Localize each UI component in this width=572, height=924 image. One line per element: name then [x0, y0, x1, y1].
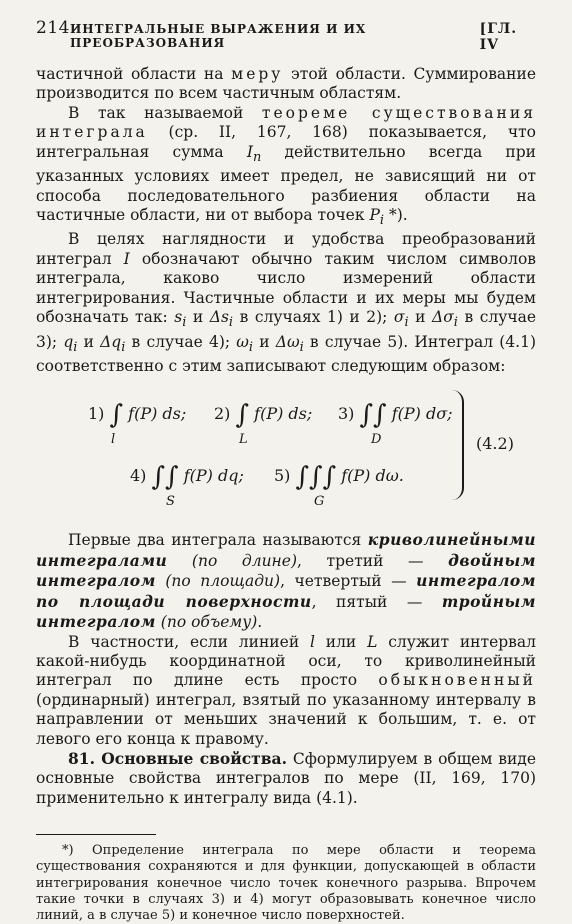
footnote — [36, 843, 536, 924]
integral-sign: ∫∫ — [359, 400, 387, 431]
integral-sign: ∫ — [235, 400, 250, 431]
subscript-S: S — [166, 494, 175, 510]
footnote-text: *) Определение интеграла по мере области и теорема существования сохраняются и для функции, допускающей в области интегрирования конечное число точек конечного разрыва. Впрочем такие точки в случаях 3) и 4) могут образовывать конечное число линий, а в случае 5) и конечное число поверхностей. — [36, 843, 536, 923]
integral-sign: ∫∫∫ — [295, 462, 337, 493]
formula-item-4: 4) ∫∫ f(P) dq; — [130, 462, 244, 493]
page-number: 214 — [36, 18, 70, 38]
right-brace — [448, 390, 464, 500]
section-heading: 81. Основные свойства. — [68, 748, 287, 768]
formula-item-5: 5) ∫∫∫ f(P) dω. — [274, 462, 404, 493]
subscript-l: l — [111, 432, 116, 448]
paragraph-notation: В целях наглядности и удобства преобразований интеграл I обозначают обычно таким числом символов интеграла, каково число измерений области интегрирования. Частичные области и их меры мы будем обозначать так: $s_i$ и $\Delta s_i$ в случаях 1) и 2); $\sigma_i$ и $\Delta\sigma_i$ в случае 3); $q_i$ и $\Delta q_i$ в случае 4); $\omega_i$ и $\Delta\omega_i$ в случае 5). Интеграл (4.1) соответственно с этим записывают следующим образом: — [36, 230, 537, 376]
paragraph-continuation: частичной области на меру этой области. Суммирование производится по всем частичным областям. — [36, 65, 536, 103]
subscript-G: G — [314, 494, 325, 510]
paragraph-integral-names: Первые два интеграла называются криволинейными интегралами (по длине), третий — двойным интегралом (по площади), четвертый — интегралом по площади поверхности, пятый — тройным интегралом (по объему). — [36, 530, 537, 632]
formula-item-2: 2) ∫ f(P) ds; — [214, 400, 313, 431]
formula-item-1: 1) ∫ f(P) ds; — [88, 400, 187, 431]
running-title: ИНТЕГРАЛЬНЫЕ ВЫРАЖЕНИЯ И ИХ ПРЕОБРАЗОВАНИЯ — [69, 22, 367, 50]
section-81: 81. Основные свойства. Сформулируем в общем виде основные свойства интегралов по мере (II, 169, 170) применительно к интегралу вида (4.1). — [36, 748, 536, 807]
display-formula — [36, 382, 536, 522]
paragraph-special-case: В частности, если линией l или L служит интервал какой-нибудь координатной оси, то криволинейный интеграл по длине есть просто обыкновенный (ординарный) интеграл, взятый по указанному интервалу в направлении от меньших значений к большим, т. е. от левого его конца к правому. — [36, 632, 536, 748]
running-header — [36, 18, 536, 53]
subscript-D: D — [371, 432, 382, 448]
book-page — [36, 18, 536, 924]
integral-sign: ∫ — [109, 400, 124, 431]
paragraph-existence-theorem: В так называемой теореме существования интеграла (ср. II, 167, 168) показывается, что интегральная сумма $I_n$ действительно всегда при указанных условиях имеет предел, не зависящий ни от способа последовательного разбиения области на частичные области, ни от выбора точек $P_i$ *). — [36, 103, 537, 229]
chapter-label: [ГЛ. IV — [479, 21, 518, 53]
subscript-L: L — [239, 432, 248, 448]
formula-item-3: 3) ∫∫ f(P) dσ; — [338, 400, 453, 431]
integral-sign: ∫∫ — [151, 462, 179, 493]
equation-number: (4.2) — [476, 434, 514, 454]
footnote-rule — [36, 834, 156, 835]
